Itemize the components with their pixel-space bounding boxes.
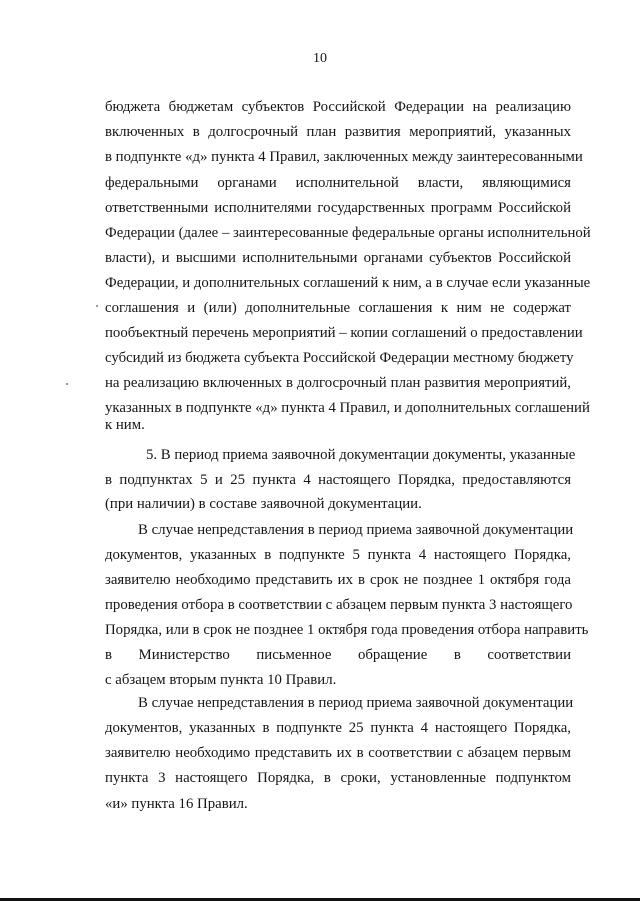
text-line: Порядка, или в срок не позднее 1 октября года проведения отбора направить — [105, 622, 589, 638]
text-line: с абзацем вторым пункта 10 Правил. — [105, 672, 337, 688]
text-line: в подпункте «д» пункта 4 Правил, заключенных между заинтересованными — [105, 149, 583, 165]
text-line: указанных в подпункте «д» пункта 4 Правил, и дополнительных соглашений — [105, 400, 590, 416]
text-line: документов, указанных в подпункте 5 пункта 4 настоящего Порядка, — [105, 547, 571, 563]
text-line: ответственными исполнителями государственных программ Российской — [105, 200, 571, 216]
text-line: пункта 3 настоящего Порядка, в сроки, установленные подпунктом — [105, 770, 571, 786]
text-line: в подпунктах 5 и 25 пункта 4 настоящего Порядка, предоставляются — [105, 472, 571, 488]
text-line: заявителю необходимо представить их в срок не позднее 1 октября года — [105, 572, 571, 588]
text-line: власти), и высшими исполнительными органами субъектов Российской — [105, 250, 571, 266]
text-line: соглашения и (или) дополнительные соглашения к ним не содержат — [105, 300, 571, 316]
text-line: (при наличии) в составе заявочной документации. — [105, 496, 422, 512]
text-line: включенных в долгосрочный план развития мероприятий, указанных — [105, 124, 571, 140]
text-line: на реализацию включенных в долгосрочный план развития мероприятий, — [105, 375, 571, 391]
scan-speck — [66, 383, 68, 385]
text-line: заявителю необходимо представить их в соответствии с абзацем первым — [105, 745, 571, 761]
text-line: 5. В период приема заявочной документации документы, указанные — [146, 447, 576, 463]
text-line: в Министерство письменное обращение в соответствии — [105, 647, 571, 663]
text-line: документов, указанных в подпункте 25 пункта 4 настоящего Порядка, — [105, 720, 571, 736]
text-line: к ним. — [105, 417, 145, 433]
text-line: В случае непредставления в период приема заявочной документации — [138, 522, 574, 538]
scan-edge — [0, 898, 640, 901]
text-line: пообъектный перечень мероприятий – копии соглашений о предоставлении — [105, 325, 583, 341]
text-line: бюджета бюджетам субъектов Российской Федерации на реализацию — [105, 99, 571, 115]
page-number: 10 — [313, 51, 327, 66]
text-line: Федерации, и дополнительных соглашений к ним, а в случае если указанные — [105, 275, 591, 291]
text-line: федеральными органами исполнительной власти, являющимися — [105, 175, 571, 191]
text-line: Федерации (далее – заинтересованные федеральные органы исполнительной — [105, 225, 591, 241]
text-line: субсидий из бюджета субъекта Российской Федерации местному бюджету — [105, 350, 574, 366]
scan-speck — [96, 305, 98, 307]
text-line: проведения отбора в соответствии с абзацем первым пункта 3 настоящего — [105, 597, 573, 613]
text-line: В случае непредставления в период приема заявочной документации — [138, 695, 574, 711]
text-line: «и» пункта 16 Правил. — [105, 796, 248, 812]
